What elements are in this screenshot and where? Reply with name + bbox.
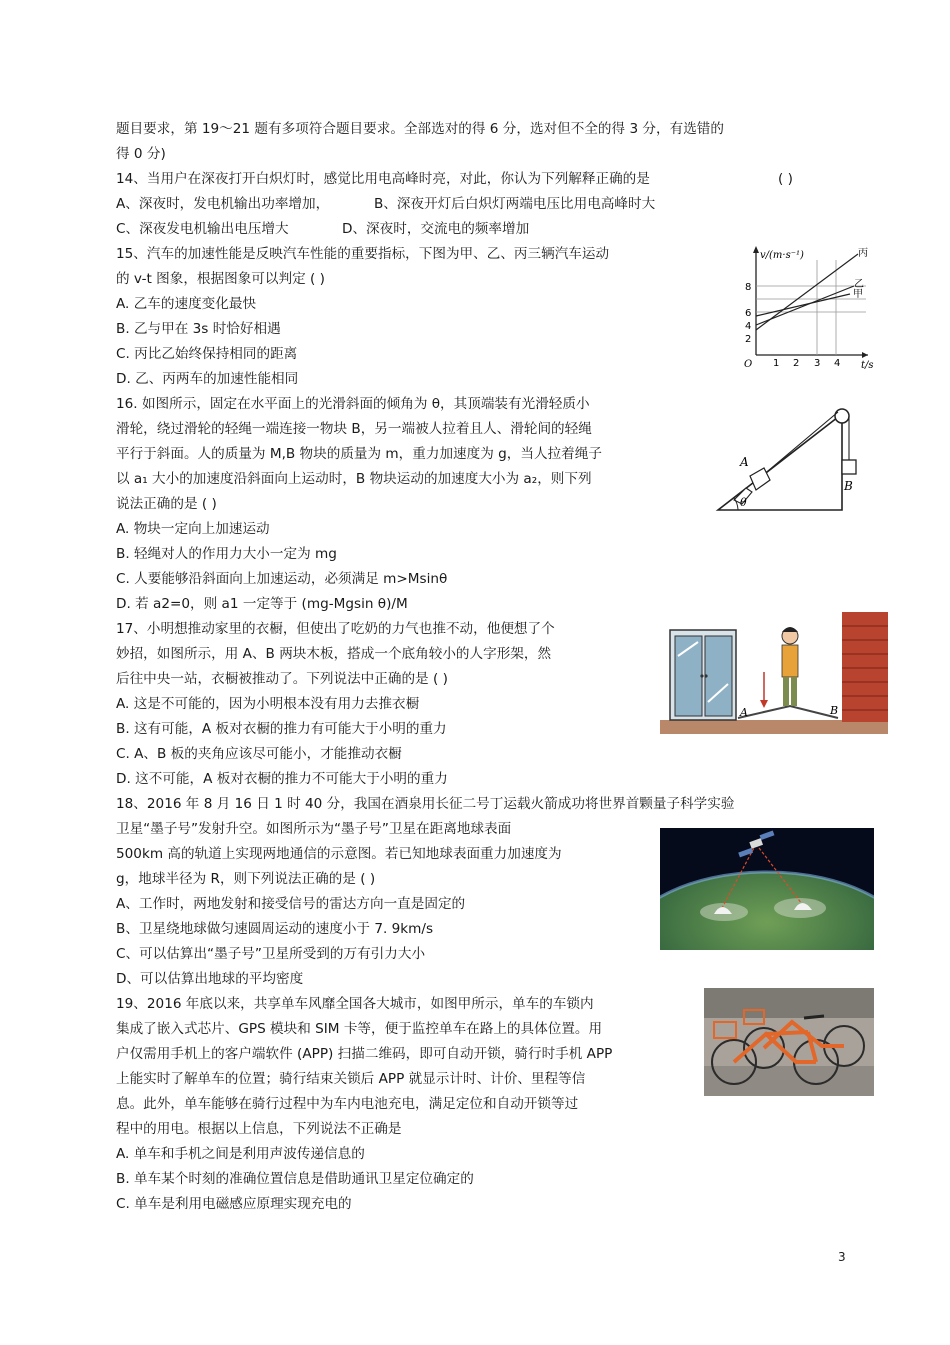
q16-incline-figure xyxy=(712,402,864,514)
q14-option-d: D、深夜时，交流电的频率增加 xyxy=(342,221,530,237)
q16-stem-5: 说法正确的是 ( ) xyxy=(116,496,217,512)
q15-option-b: B. 乙与甲在 3s 时恰好相遇 xyxy=(116,321,281,337)
q17-option-b: B. 这有可能，A 板对衣橱的推力有可能大于小明的重力 xyxy=(116,721,447,737)
q16-label-a: A xyxy=(740,455,749,469)
q15-graph-xtick: 4 xyxy=(834,358,841,369)
q15-graph-xtick: 2 xyxy=(793,358,800,369)
q15-stem-2: 的 v-t 图象，根据图象可以判定 ( ) xyxy=(116,271,325,287)
q15-graph-xlabel: t/s xyxy=(861,360,874,370)
q15-vt-graph xyxy=(738,240,874,370)
q17-label-b: B xyxy=(830,704,839,717)
q15-graph-ytick: 8 xyxy=(745,282,752,293)
q15-option-d: D. 乙、丙两车的加速性能相同 xyxy=(116,371,299,387)
q15-graph-xtick: 1 xyxy=(773,358,780,369)
q15-graph-series-jia: 甲 xyxy=(853,289,863,300)
q19-stem-5: 息。此外，单车能够在骑行过程中为车内电池充电，满足定位和自动开锁等过 xyxy=(116,1096,579,1112)
q16-label-theta: θ xyxy=(740,496,747,509)
q15-graph-origin: O xyxy=(744,359,753,370)
q15-graph-ylabel: v/(m·s⁻¹) xyxy=(760,250,804,261)
q17-option-a: A. 这是不可能的，因为小明根本没有用力去推衣橱 xyxy=(116,696,420,712)
q18-satellite-figure xyxy=(660,828,874,950)
q18-stem-3: 500km 高的轨道上实现两地通信的示意图。若已知地球表面重力加速度为 xyxy=(116,846,562,862)
q19-stem-1: 19、2016 年底以来，共享单车风靡全国各大城市，如图甲所示，单车的车锁内 xyxy=(116,996,594,1012)
q17-option-d: D. 这不可能，A 板对衣橱的推力不可能大于小明的重力 xyxy=(116,771,448,787)
q19-stem-4: 上能实时了解单车的位置；骑行结束关锁后 APP 就显示计时、计价、里程等信 xyxy=(116,1071,586,1087)
q18-option-a: A、工作时，两地发射和接受信号的雷达方向一直是固定的 xyxy=(116,896,466,912)
q18-option-c: C、可以估算出“墨子号”卫星所受到的万有引力大小 xyxy=(116,946,426,962)
q14-stem: 14、当用户在深夜打开白炽灯时，感觉比用电高峰时亮，对此，你认为下列解释正确的是 xyxy=(116,171,650,187)
intro-line-1: 题目要求，第 19～21 题有多项符合题目要求。全部选对的得 6 分，选对但不全的得 3 分，有选错的 xyxy=(116,121,724,137)
q15-graph-ytick: 2 xyxy=(745,334,752,345)
q16-label-b: B xyxy=(844,479,853,493)
q15-option-c: C. 丙比乙始终保持相同的距离 xyxy=(116,346,298,362)
q15-graph-ytick: 4 xyxy=(745,321,752,332)
q15-option-a: A. 乙车的速度变化最快 xyxy=(116,296,257,312)
q19-option-a: A. 单车和手机之间是利用声波传递信息的 xyxy=(116,1146,365,1162)
q14-option-a: A、深夜时，发电机输出功率增加， xyxy=(116,196,330,212)
q19-option-b: B. 单车某个时刻的准确位置信息是借助通讯卫星定位确定的 xyxy=(116,1171,474,1187)
q19-stem-3: 户仅需用手机上的客户端软件 (APP) 扫描二维码，即可自动开锁，骑行时手机 APP xyxy=(116,1046,613,1062)
q16-stem-2: 滑轮，绕过滑轮的轻绳一端连接一物块 B，另一端被人拉着且人、滑轮间的轻绳 xyxy=(116,421,592,437)
q17-stem-2: 妙招，如图所示，用 A、B 两块木板，搭成一个底角较小的人字形架，然 xyxy=(116,646,552,662)
q18-stem-2: 卫星“墨子号”发射升空。如图所示为“墨子号”卫星在距离地球表面 xyxy=(116,821,512,837)
q14-option-c: C、深夜发电机输出电压增大 xyxy=(116,221,289,237)
q16-option-d: D. 若 a2=0，则 a1 一定等于 (mg-Mgsin θ)/M xyxy=(116,596,408,612)
q18-stem-4: g，地球半径为 R，则下列说法正确的是 ( ) xyxy=(116,871,376,887)
q17-stem-1: 17、小明想推动家里的衣橱，但使出了吃奶的力气也推不动，他便想了个 xyxy=(116,621,555,637)
q16-stem-3: 平行于斜面。人的质量为 M,B 物块的质量为 m，重力加速度为 g，当人拉着绳子 xyxy=(116,446,602,462)
q17-label-a: A xyxy=(740,706,748,719)
q15-graph-series-bing: 丙 xyxy=(858,248,868,259)
q15-graph-series-yi: 乙 xyxy=(854,279,864,290)
q15-graph-xtick: 3 xyxy=(814,358,821,369)
q15-graph-ytick: 6 xyxy=(745,308,752,319)
q15-stem-1: 15、汽车的加速性能是反映汽车性能的重要指标，下图为甲、乙、丙三辆汽车运动 xyxy=(116,246,610,262)
q18-stem-1: 18、2016 年 8 月 16 日 1 时 40 分，我国在酒泉用长征二号丁运载火箭成功将世界首颗量子科学实验 xyxy=(116,796,735,812)
q17-stem-3: 后往中央一站，衣橱被推动了。下列说法中正确的是 ( ) xyxy=(116,671,448,687)
q19-stem-2: 集成了嵌入式芯片、GPS 模块和 SIM 卡等，便于监控单车在路上的具体位置。用 xyxy=(116,1021,603,1037)
q18-option-b: B、卫星绕地球做匀速圆周运动的速度小于 7. 9km/s xyxy=(116,921,434,937)
q17-option-c: C. A、B 板的夹角应该尽可能小，才能推动衣橱 xyxy=(116,746,402,762)
q18-option-d: D、可以估算出地球的平均密度 xyxy=(116,971,304,987)
q14-option-b: B、深夜开灯后白炽灯两端电压比用电高峰时大 xyxy=(374,196,656,212)
q17-wardrobe-figure xyxy=(660,612,888,734)
q14-bracket: ( ) xyxy=(778,171,793,187)
page-number: 3 xyxy=(838,1250,846,1264)
q19-stem-6: 程中的用电。根据以上信息，下列说法不正确是 xyxy=(116,1121,402,1137)
q16-option-a: A. 物块一定向上加速运动 xyxy=(116,521,270,537)
q19-bike-photo xyxy=(704,988,874,1096)
q16-stem-4: 以 a₁ 大小的加速度沿斜面向上运动时，B 物块运动的加速度大小为 a₂，则下列 xyxy=(116,471,592,487)
q16-option-c: C. 人要能够沿斜面向上加速运动，必须满足 m>Msinθ xyxy=(116,571,448,587)
q16-stem-1: 16. 如图所示，固定在水平面上的光滑斜面的倾角为 θ，其顶端装有光滑轻质小 xyxy=(116,396,590,412)
intro-line-2: 得 0 分) xyxy=(116,146,166,162)
q16-option-b: B. 轻绳对人的作用力大小一定为 mg xyxy=(116,546,337,562)
q19-option-c: C. 单车是利用电磁感应原理实现充电的 xyxy=(116,1196,352,1212)
